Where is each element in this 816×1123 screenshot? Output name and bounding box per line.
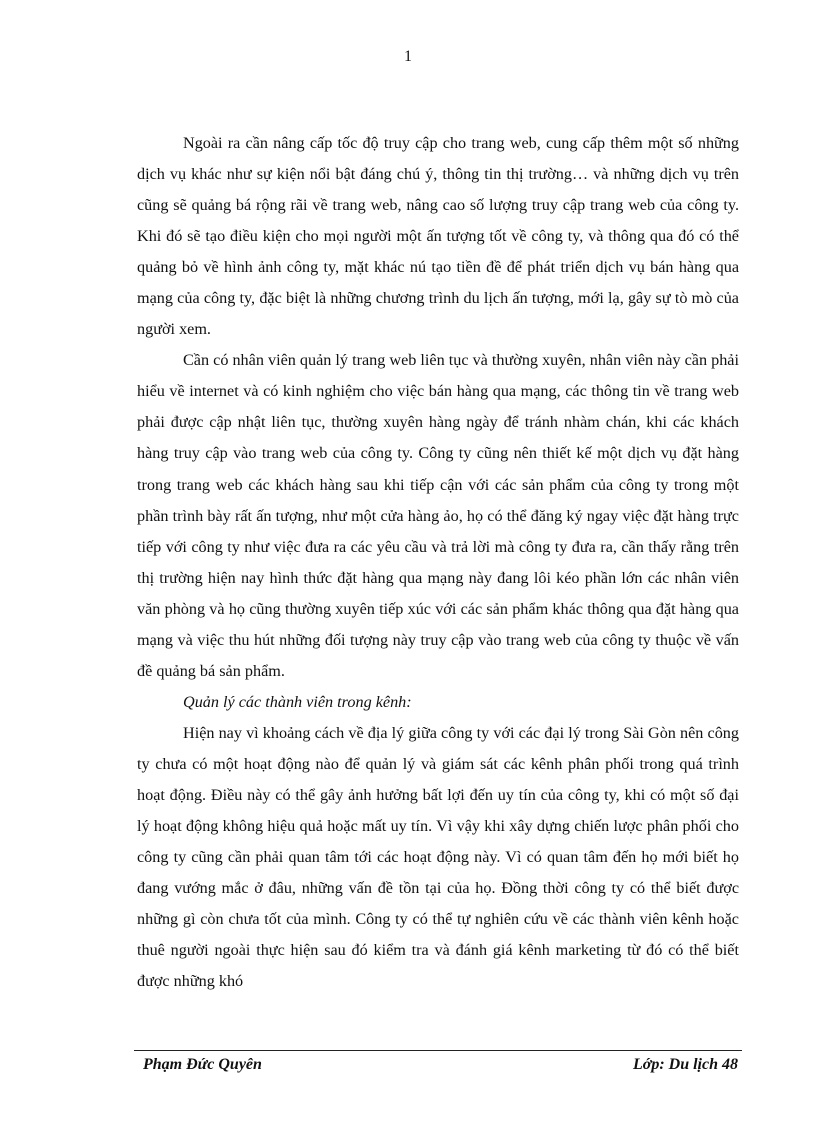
- paragraph-web-staff: Cần có nhân viên quản lý trang web liên tục và thường xuyên, nhân viên này cần phải hiểu về internet và có kinh nghiệm cho việc bán hàng qua mạng, các thông tin về trang web phải được cập nhật liên tục, thường xuyên hàng ngày để tránh nhàm chán, khi các khách hàng truy cập vào trang web của công ty. Công ty cũng nên thiết kế một dịch vụ đặt hàng trong trang web các khách hàng sau khi tiếp cận với các sản phẩm của công ty trong một phần trình bày rất ấn tượng, như một cửa hàng ảo, họ có thể đăng ký ngay việc đặt hàng trực tiếp với công ty như việc đưa ra các yêu cầu và trả lời mà công ty đưa ra, cần thấy rằng trên thị trường hiện nay hình thức đặt hàng qua mạng này đang lôi kéo phần lớn các nhân viên văn phòng và họ cũng thường xuyên tiếp xúc với các sản phẩm khác thông qua đặt hàng qua mạng và việc thu hút những đối tượng này truy cập vào trang web của công ty thuộc về vấn đề quảng bá sản phẩm.: [137, 351, 739, 680]
- footer-class: Lớp: Du lịch 48: [632, 1056, 738, 1073]
- footer-divider: [134, 1050, 742, 1051]
- paragraph-channel-members: Hiện nay vì khoảng cách về địa lý giữa công ty với các đại lý trong Sài Gòn nên công ty chưa có một hoạt động nào để quản lý và giám sát các kênh phân phối trong quá trình hoạt động. Điều này có thể gây ảnh hưởng bất lợi đến uy tín của công ty, khi có một số đại lý hoạt động không hiệu quả hoặc mất uy tín. Vì vậy khi xây dựng chiến lược phân phối cho công ty cũng cần phải quan tâm tới các hoạt động này. Vì có quan tâm đến họ mới biết họ đang vướng mắc ở đâu, những vấn đề tồn tại của họ. Đồng thời công ty có thể biết được những gì còn chưa tốt của mình. Công ty có thể tự nghiên cứu về các thành viên kênh hoặc thuê người ngoài thực hiện sau đó kiểm tra và đánh giá kênh marketing từ đó có thể biết được những khó: [137, 723, 739, 991]
- section-subheading: Quản lý các thành viên trong kênh:: [183, 692, 412, 711]
- document-body: [137, 128, 739, 997]
- paragraph-web-upgrade: Ngoài ra cần nâng cấp tốc độ truy cập cho trang web, cung cấp thêm một số những dịch vụ khác như sự kiện nổi bật đáng chú ý, thông tin thị trường… và những dịch vụ trên cũng sẽ quảng bá rộng rãi về trang web, nâng cao số lượng truy cập trang web của công ty. Khi đó sẽ tạo điều kiện cho mọi người một ấn tượng tốt về công ty, và thông qua đó có thể quảng bỏ về hình ảnh công ty, mặt khác nú tạo tiền đề để phát triển dịch vụ bán hàng qua mạng của công ty, đặc biệt là những chương trình du lịch ấn tượng, mới lạ, gây sự tò mò của người xem.: [137, 134, 739, 339]
- footer-author: Phạm Đức Quyên: [143, 1056, 262, 1073]
- page-number: 1: [404, 48, 412, 65]
